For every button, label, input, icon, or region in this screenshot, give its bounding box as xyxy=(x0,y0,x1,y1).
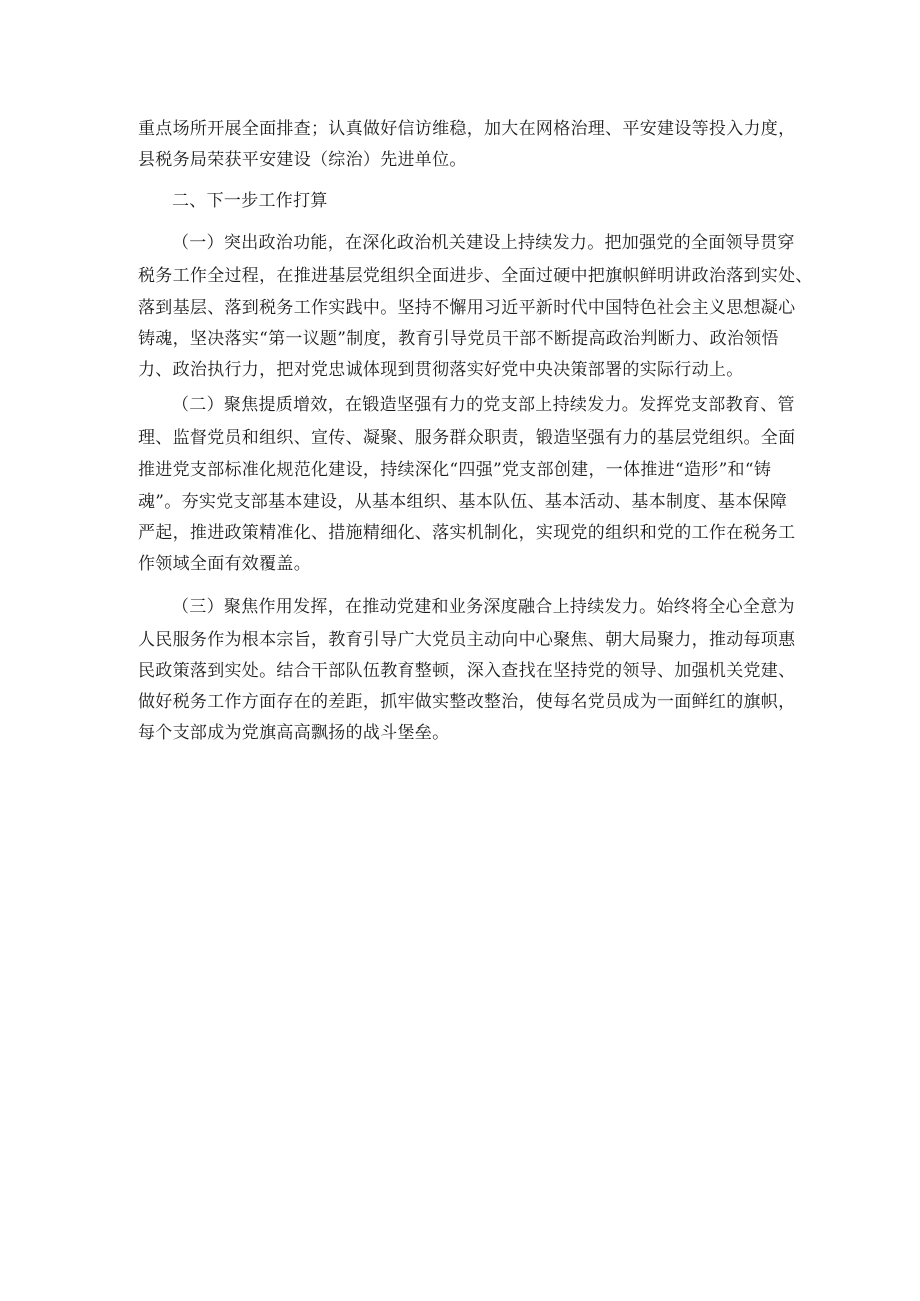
paragraph-line: （一）突出政治功能，在深化政治机关建设上持续发力。把加强党的全面领导贯穿 xyxy=(172,233,795,253)
paragraph-line: 作领域全面有效覆盖。 xyxy=(138,554,311,574)
section-heading: 二、下一步工作打算 xyxy=(172,191,328,211)
paragraph-line: 人民服务作为根本宗旨，教育引导广大党员主动向中心聚焦、朝大局聚力，推动每项惠 xyxy=(138,630,796,650)
paragraph-line: 每个支部成为党旗高高飘扬的战斗堡垒。 xyxy=(138,723,450,743)
paragraph-line: 理、监督党员和组织、宣传、凝聚、服务群众职责，锻造坚强有力的基层党组织。全面 xyxy=(138,428,796,448)
paragraph-line: 做好税务工作方面存在的差距，抓牢做实整改整治，使每名党员成为一面鲜红的旗帜， xyxy=(138,692,796,712)
paragraph-line: 严起，推进政策精准化、措施精细化、落实机制化，实现党的组织和党的工作在税务工 xyxy=(138,523,796,543)
body-line: 重点场所开展全面排查；认真做好信访维稳，加大在网格治理、平安建设等投入力度， xyxy=(138,119,796,139)
body-line: 县税务局荣获平安建设（综治）先进单位。 xyxy=(138,150,467,170)
paragraph-line: 税务工作全过程，在推进基层党组织全面进步、全面过硬中把旗帜鲜明讲政治落到实处、 xyxy=(138,266,813,286)
paragraph-line: （二）聚焦提质增效，在锻造坚强有力的党支部上持续发力。发挥党支部教育、管 xyxy=(172,395,795,415)
paragraph-line: 铸魂，坚决落实“第一议题”制度，教育引导党员干部不断提高政治判断力、政治领悟 xyxy=(138,329,779,349)
paragraph-line: 魂”。夯实党支部基本建设，从基本组织、基本队伍、基本活动、基本制度、基本保障 xyxy=(138,492,788,512)
paragraph-line: 推进党支部标准化规范化建设，持续深化“四强”党支部创建，一体推进“造形”和“铸 xyxy=(138,460,772,480)
paragraph-line: 落到基层、落到税务工作实践中。坚持不懈用习近平新时代中国特色社会主义思想凝心 xyxy=(138,298,796,318)
paragraph-line: （三）聚焦作用发挥，在推动党建和业务深度融合上持续发力。始终将全心全意为 xyxy=(172,597,795,617)
paragraph-line: 民政策落到实处。结合干部队伍教育整顿，深入查找在坚持党的领导、加强机关党建、 xyxy=(138,661,796,681)
paragraph-line: 力、政治执行力，把对党忠诚体现到贯彻落实好党中央决策部署的实际行动上。 xyxy=(138,360,744,380)
